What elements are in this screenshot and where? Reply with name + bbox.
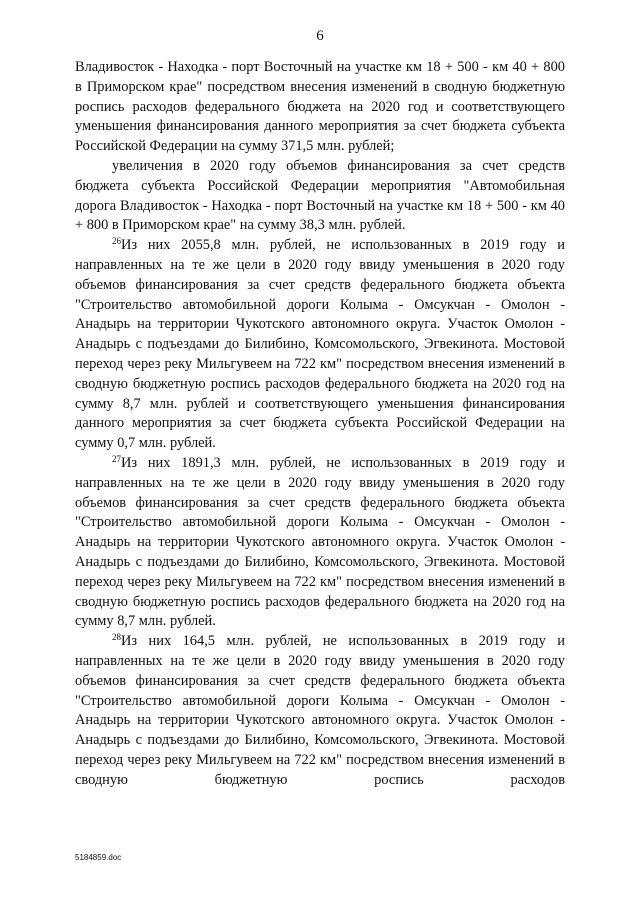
footnote-marker-27: 27 <box>112 453 121 464</box>
footnote-26-paragraph <box>75 236 565 454</box>
paragraph-budget-increase: увеличения в 2020 году объемов финансирования за счет средств бюджета субъекта Российской Федерации мероприятия "Автомобильная дорога Владивосток - Находка - порт Восточный на участке км 18 + 500 - км 40 + 800 в Приморском крае" на сумму 38,3 млн. рублей. <box>75 157 565 234</box>
footnote-28-text: Из них 164,5 млн. рублей, не использованных в 2019 году и направленных на те же цели в 2020 году ввиду уменьшения в 2020 году объемов финансирования за счет средств федерального бюджета объекта "Строительство автомобильной дороги Колыма - Омсукчан - Омолон - Анадырь на территории Чукотского автономного округа. Участок Омолон - Анадырь с подъездами до Билибино, Комсомольского, Эгвекинота. Мостовой переход через реку Мильгувеем на 722 км" посредством внесения изменений в сводную бюджетную роспись расходов <box>75 633 565 788</box>
paragraph-continuation: Владивосток - Находка - порт Восточный на участке км 18 + 500 - км 40 + 800 в Приморском крае" посредством внесения изменений в сводную бюджетную роспись расходов федерального бюджета на 2020 год и соответствующего уменьшения финансирования данного мероприятия за счет бюджета субъекта Российской Федерации на сумму 371,5 млн. рублей; <box>75 59 565 155</box>
document-file-id: 5184859.doc <box>75 853 122 862</box>
footnote-28-paragraph <box>75 632 565 790</box>
footnote-26-text: Из них 2055,8 млн. рублей, не использованных в 2019 году и направленных на те же цели в 2020 году ввиду уменьшения в 2020 году объемов финансирования за счет средств федерального бюджета объекта "Строительство автомобильной дороги Колыма - Омсукчан - Омолон - Анадырь на территории Чукотского автономного округа. Участок Омолон - Анадырь с подъездами до Билибино, Комсомольского, Эгвекинота. Мостовой переход через реку Мильгувеем на 722 км" посредством внесения изменений в сводную бюджетную роспись расходов федерального бюджета на 2020 год на сумму 8,7 млн. рублей и соответствующего уменьшения финансирования данного мероприятия за счет бюджета субъекта Российской Федерации на сумму 0,7 млн. рублей. <box>75 237 565 452</box>
page-number: 6 <box>316 28 324 44</box>
footnote-marker-28: 28 <box>112 632 121 643</box>
footnote-27-paragraph <box>75 454 565 632</box>
footnote-marker-26: 26 <box>112 236 121 247</box>
footnote-27-text: Из них 1891,3 млн. рублей, не использованных в 2019 году и направленных на те же цели в 2020 году ввиду уменьшения в 2020 году объемов финансирования за счет средств федерального бюджета объекта "Строительство автомобильной дороги Колыма - Омсукчан - Омолон - Анадырь на территории Чукотского автономного округа. Участок Омолон - Анадырь с подъездами до Билибино, Комсомольского, Эгвекинота. Мостовой переход через реку Мильгувеем на 722 км" посредством внесения изменений в сводную бюджетную роспись расходов федерального бюджета на 2020 год на сумму 8,7 млн. рублей. <box>75 454 565 630</box>
document-body <box>75 58 565 790</box>
